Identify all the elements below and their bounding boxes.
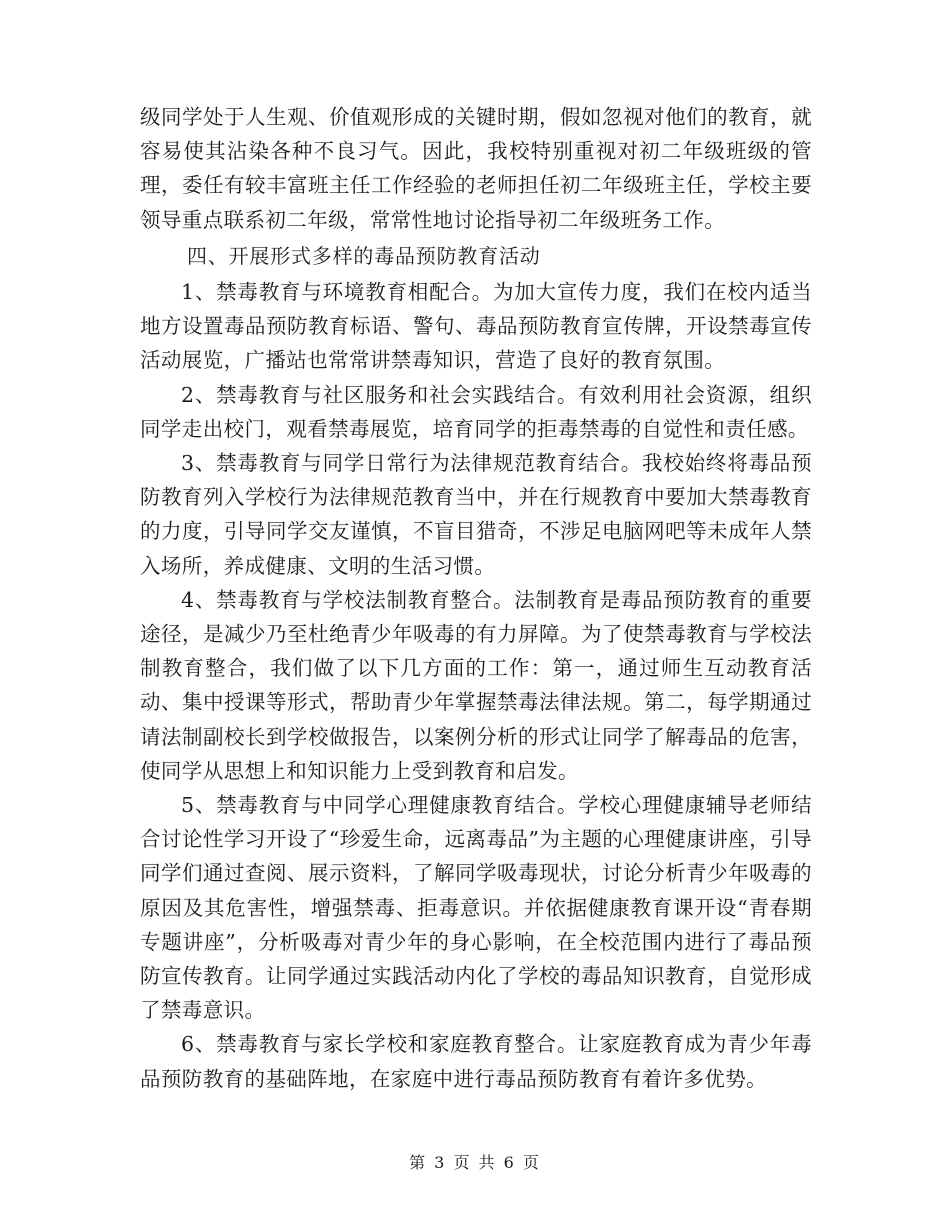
page-footer: 第 3 页 共 6 页	[409, 1153, 541, 1172]
paragraph-item-2: 2、禁毒教育与社区服务和社会实践结合。有效利用社会资源，组织同学走出校门，观看禁毒展览，培育同学的拒毒禁毒的自觉性和责任感。	[140, 382, 812, 441]
document-body	[140, 100, 812, 1096]
paragraph-item-5: 5、禁毒教育与中同学心理健康教育结合。学校心理健康辅导老师结合讨论性学习开设了“珍爱生命，远离毒品”为主题的心理健康讲座，引导同学们通过查阅、展示资料，了解同学吸毒现状，讨论分析青少年吸毒的原因及其危害性，增强禁毒、拒毒意识。并依据健康教育课开设“青春期专题讲座”，分析吸毒对青少年的身心影响，在全校范围内进行了毒品预防宣传教育。让同学通过实践活动内化了学校的毒品知识教育，自觉形成了禁毒意识。	[140, 793, 812, 1023]
paragraph-item-6: 6、禁毒教育与家长学校和家庭教育整合。让家庭教育成为青少年毒品预防教育的基础阵地，在家庭中进行毒品预防教育有着许多优势。	[140, 1032, 812, 1091]
intro-paragraph: 级同学处于人生观、价值观形成的关键时期，假如忽视对他们的教育，就容易使其沾染各种不良习气。因此，我校特别重视对初二年级班级的管理，委任有较丰富班主任工作经验的老师担任初二年级班主任，学校主要领导重点联系初二年级，常常性地讨论指导初二年级班务工作。	[140, 105, 812, 232]
section-heading: 四、开展形式多样的毒品预防教育活动	[187, 243, 541, 268]
paragraph-item-4: 4、禁毒教育与学校法制教育整合。法制教育是毒品预防教育的重要途径，是减少乃至杜绝青少年吸毒的有力屏障。为了使禁毒教育与学校法制教育整合，我们做了以下几方面的工作：第一，通过师生互动教育活动、集中授课等形式，帮助青少年掌握禁毒法律法规。第二，每学期通过请法制副校长到学校做报告，以案例分析的形式让同学了解毒品的危害，使同学从思想上和知识能力上受到教育和启发。	[140, 587, 812, 783]
paragraph-item-1: 1、禁毒教育与环境教育相配合。为加大宣传力度，我们在校内适当地方设置毒品预防教育标语、警句、毒品预防教育宣传牌，开设禁毒宣传活动展览，广播站也常常讲禁毒知识，营造了良好的教育氛围。	[140, 280, 812, 373]
paragraph-item-3: 3、禁毒教育与同学日常行为法律规范教育结合。我校始终将毒品预防教育列入学校行为法律规范教育当中，并在行规教育中要加大禁毒教育的力度，引导同学交友谨慎，不盲目猎奇，不涉足电脑网吧等未成年人禁入场所，养成健康、文明的生活习惯。	[140, 451, 812, 578]
